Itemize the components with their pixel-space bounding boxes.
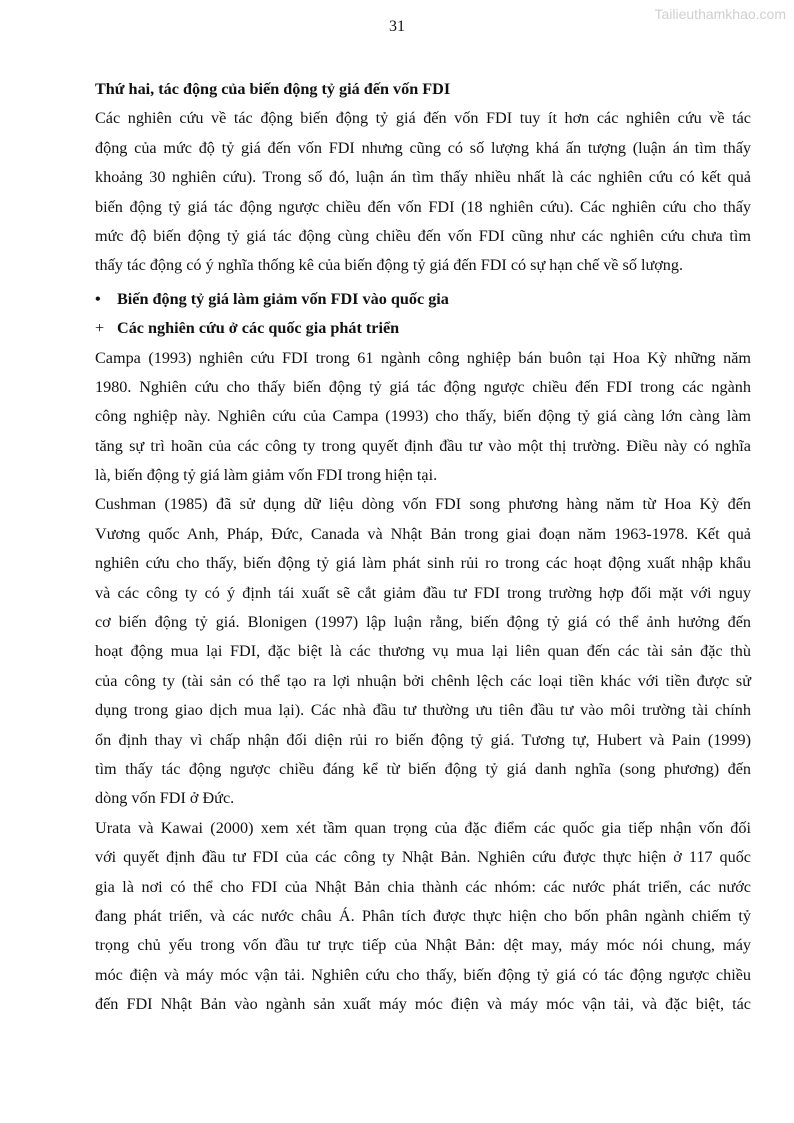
text-line: dòng vốn FDI ở Đức. (95, 789, 235, 808)
text-line: gia là nơi có thể cho FDI của Nhật Bản chia thành các nhóm: các nước phát triển, các nước (95, 877, 751, 896)
bullet-text: Biến động tỷ giá làm giảm vốn FDI vào quốc gia (117, 289, 449, 308)
text-line: tăng sự trì hoãn của các công ty trong quyết định đầu tư vào một thị trường. Điều này có nghĩa (95, 436, 751, 455)
plus-marker: + (95, 319, 105, 338)
text-line: nghiên cứu cho thấy, biến động tỷ giá làm phát sinh rủi ro trong các hoạt động xuất nhập khẩu (95, 554, 751, 573)
subheading (95, 314, 751, 343)
paragraph-cushman (95, 490, 751, 813)
bullet-marker: • (95, 289, 101, 308)
section-heading: Thứ hai, tác động của biến động tỷ giá đến vốn FDI (95, 80, 451, 98)
text-line: của công ty (tài sản có thể tạo ra lợi nhuận bởi chênh lệch các loại tiền khác với tiền được sử (95, 671, 751, 690)
text-line: công nghiệp này. Nghiên cứu của Campa (1993) cho thấy, biến động tỷ giá càng lớn càng làm (95, 407, 751, 426)
text-line: động của mức độ tỷ giá đến vốn FDI nhưng cũng có số lượng khá ấn tượng (luận án tìm thấy (95, 138, 751, 157)
text-line: móc điện và máy móc vận tải. Nghiên cứu cho thấy, biến động tỷ giá có tác động ngược chiều (95, 965, 751, 984)
text-line: trọng chủ yếu trong vốn đầu tư trực tiếp của Nhật Bản: dệt may, máy móc nói chung, máy (95, 936, 751, 955)
text-line: Vương quốc Anh, Pháp, Đức, Canada và Nhật Bản trong giai đoạn năm 1963-1978. Kết quả (95, 524, 751, 543)
text-line: cơ biến động tỷ giá. Blonigen (1997) lập luận rằng, biến động tỷ giá có thể ảnh hưởng đến (95, 613, 751, 632)
paragraph-campa (95, 344, 751, 491)
document-body (95, 75, 751, 1020)
text-line: là, biến động tỷ giá làm giảm vốn FDI trong hiện tại. (95, 466, 438, 485)
text-line: Campa (1993) nghiên cứu FDI trong 61 ngành công nghiệp bán buôn tại Hoa Kỳ những năm (95, 348, 751, 367)
text-line: Cushman (1985) đã sử dụng dữ liệu dòng vốn FDI song phương hàng năm từ Hoa Kỳ đến (95, 495, 751, 514)
text-line: mức độ biến động tỷ giá tác động cùng chiều đến vốn FDI cũng như các nghiên cứu chưa tìm (95, 226, 751, 245)
text-line: dụng trong giao dịch mua lại). Các nhà đầu tư thường ưu tiên đầu tư vào môi trường tài chính (95, 701, 751, 720)
text-line: Urata và Kawai (2000) xem xét tầm quan trọng của đặc điểm các quốc gia tiếp nhận vốn đối (95, 818, 751, 837)
bullet-heading (95, 285, 751, 314)
page-number: 31 (389, 18, 405, 35)
text-line: 1980. Nghiên cứu cho thấy biến động tỷ giá tác động ngược chiều đến FDI trong các ngành (95, 377, 751, 396)
paragraph-intro (95, 104, 751, 280)
text-line: đang phát triển, và các nước châu Á. Phân tích được thực hiện cho bốn phân ngành chiếm tỷ (95, 906, 751, 925)
text-line: biến động tỷ giá tác động ngược chiều đến vốn FDI (18 nghiên cứu). Các nghiên cứu cho thấy (95, 197, 751, 216)
text-line: ổn định thay vì chấp nhận đối diện rủi ro biến động tỷ giá. Tương tự, Hubert và Pain (1999) (95, 730, 751, 749)
subheading-text: Các nghiên cứu ở các quốc gia phát triển (117, 319, 400, 338)
text-line: Các nghiên cứu về tác động biến động tỷ giá đến vốn FDI tuy ít hơn các nghiên cứu về tác (95, 109, 751, 128)
text-line: với quyết định đầu tư FDI của các công ty Nhật Bản. Nghiên cứu được thực hiện ở 117 quốc (95, 848, 751, 867)
watermark: Tailieuthamkhao.com (654, 6, 786, 22)
paragraph-urata (95, 814, 751, 1020)
text-line: tìm thấy tác động ngược chiều đáng kể từ biến động tỷ giá danh nghĩa (song phương) đến (95, 759, 751, 778)
text-line: hoạt động mua lại FDI, đặc biệt là các thương vụ mua lại liên quan đến các tài sản đặc thù (95, 642, 751, 661)
text-line: khoảng 30 nghiên cứu). Trong số đó, luận án tìm thấy nhiều nhất là các nghiên cứu có kết quả (95, 168, 751, 187)
text-line: và các công ty có ý định tái xuất sẽ cắt giảm đầu tư FDI trong trường hợp đối mặt với nguy (95, 583, 751, 602)
text-line: thấy tác động có ý nghĩa thống kê của biến động tỷ giá đến FDI có sự hạn chế về số lượng. (95, 256, 684, 275)
text-line: đến FDI Nhật Bản vào ngành sản xuất máy móc điện và máy móc vận tải, và đặc biệt, tác (95, 995, 751, 1014)
